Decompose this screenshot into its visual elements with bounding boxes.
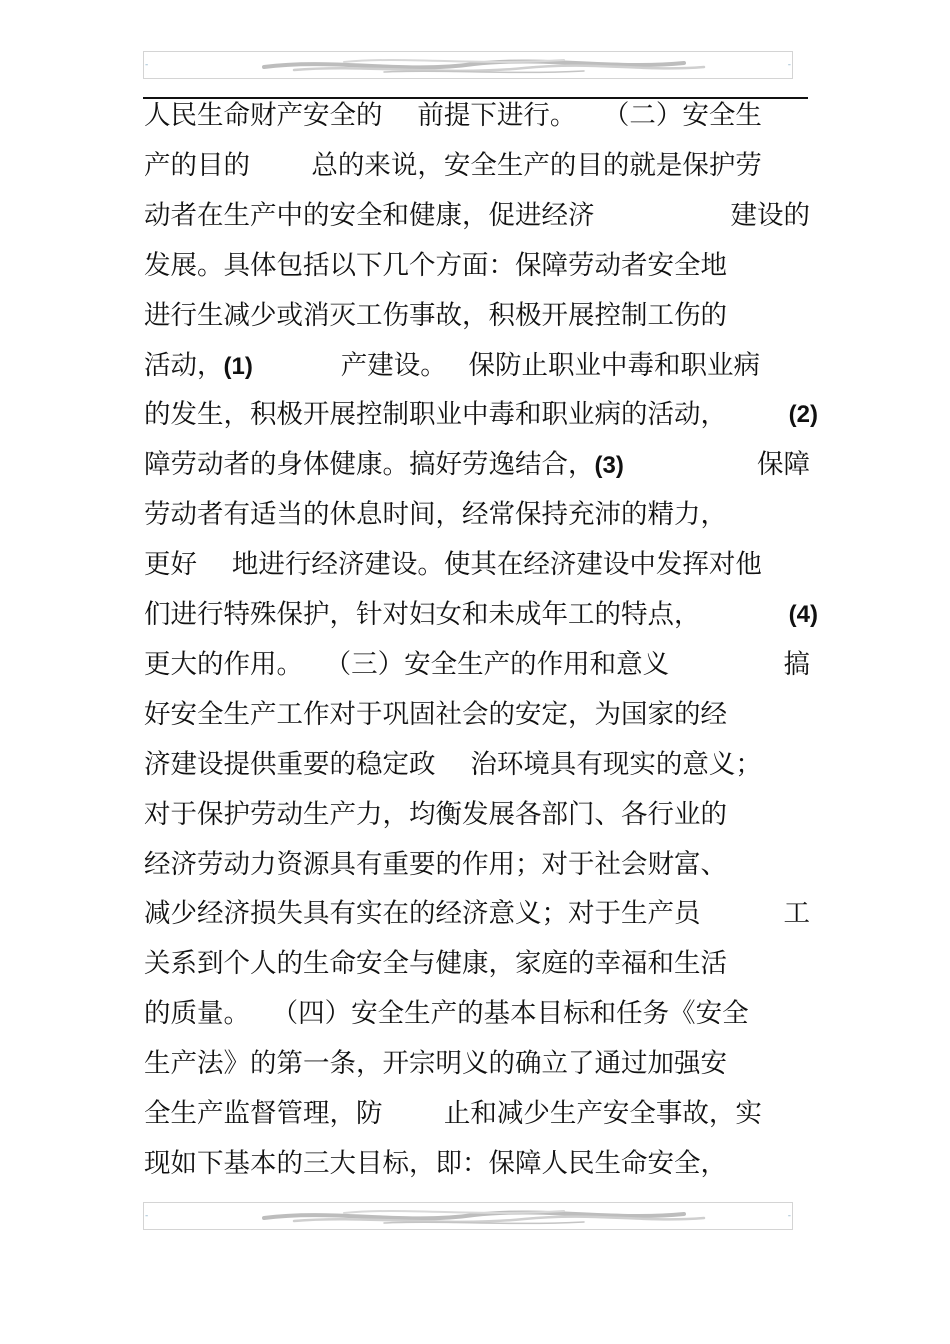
line-text: 活动， (144, 350, 224, 381)
corner-mark-right: - (787, 60, 791, 70)
line-text: 劳动者有适当的休息时间，经常保持充沛的精力， (144, 499, 727, 530)
text-line (144, 248, 810, 284)
line-text: 关系到个人的生命安全与健康，家庭的幸福和生活 (144, 948, 727, 979)
text-line (144, 946, 810, 982)
list-number: (2) (788, 401, 818, 428)
line-text: 全生产监督管理，防 止和减少生产安全事故，实 (144, 1098, 762, 1129)
list-number: (3) (594, 452, 624, 479)
list-number: (1) (223, 353, 253, 380)
line-text-right: 工 (783, 898, 810, 929)
line-text: 产的目的 总的来说，安全生产的目的就是保护劳 (144, 150, 762, 181)
corner-mark-left: - (145, 1211, 149, 1221)
brush-stroke-ornament (144, 1203, 794, 1231)
line-text: 对于保护劳动生产力，均衡发展各部门、各行业的 (144, 799, 727, 830)
line-text: 障劳动者的身体健康。搞好劳逸结合， (144, 449, 595, 480)
text-line (144, 797, 810, 833)
text-line (144, 747, 810, 783)
line-text: 减少经济损失具有实在的经济意义；对于生产员 (144, 898, 701, 929)
line-text: 人民生命财产安全的 前提下进行。 （二）安全生 (144, 100, 762, 131)
text-line (144, 597, 818, 633)
line-text: 更好 地进行经济建设。使其在经济建设中发挥对他 (144, 549, 762, 580)
line-text-right: 搞 (783, 649, 810, 680)
text-line (144, 847, 810, 883)
line-text-right: 建设的 (730, 200, 810, 231)
text-line (144, 1046, 810, 1082)
text-line (144, 1146, 810, 1182)
line-text: 们进行特殊保护，针对妇女和未成年工的特点， (144, 599, 701, 630)
line-text: 的质量。 （四）安全生产的基本目标和任务《安全 (144, 998, 749, 1029)
text-line (144, 996, 810, 1032)
corner-mark-right: - (787, 1211, 791, 1221)
text-line (144, 397, 818, 433)
line-text: 动者在生产中的安全和健康，促进经济 (144, 200, 595, 231)
text-line (144, 1096, 810, 1132)
line-text-right: 保障 (757, 449, 810, 480)
text-line (144, 98, 810, 134)
text-line (144, 447, 810, 483)
text-line (144, 547, 810, 583)
text-line (144, 497, 810, 533)
line-text: 生产法》的第一条，开宗明义的确立了通过加强安 (144, 1048, 727, 1079)
line-text: 的发生，积极开展控制职业中毒和职业病的活动， (144, 399, 727, 430)
line-text: 好安全生产工作对于巩固社会的安定，为国家的经 (144, 699, 727, 730)
text-line (144, 148, 810, 184)
text-line (144, 348, 810, 384)
list-number: (4) (788, 601, 818, 628)
line-text: 经济劳动力资源具有重要的作用；对于社会财富、 (144, 849, 727, 880)
text-line (144, 198, 810, 234)
text-line (144, 647, 810, 683)
text-line (144, 298, 810, 334)
text-line (144, 896, 810, 932)
line-text-continued: 产建设。 保防止职业中毒和职业病 (252, 350, 760, 381)
line-text: 发展。具体包括以下几个方面：保障劳动者安全地 (144, 250, 727, 281)
footer-ornament (143, 1202, 793, 1230)
line-text: 进行生减少或消灭工伤事故，积极开展控制工伤的 (144, 300, 727, 331)
line-text: 济建设提供重要的稳定政 治环境具有现实的意义； (144, 749, 762, 780)
corner-mark-left: - (145, 60, 149, 70)
line-text: 现如下基本的三大目标，即：保障人民生命安全， (144, 1148, 727, 1179)
text-line (144, 697, 810, 733)
line-text: 更大的作用。 （三）安全生产的作用和意义 (144, 649, 670, 680)
